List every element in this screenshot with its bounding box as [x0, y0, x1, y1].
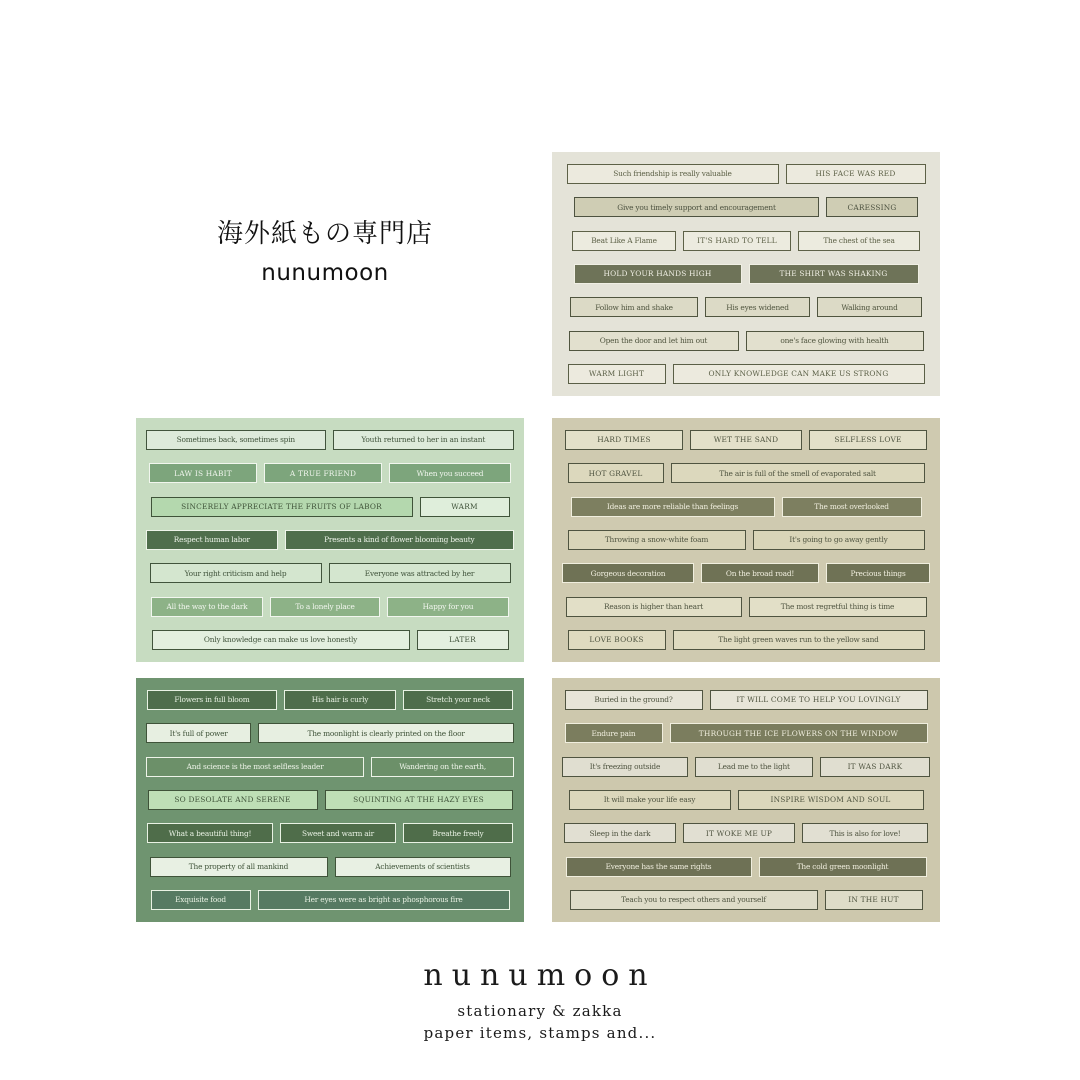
sticker-chip[interactable]: Happy for you	[387, 597, 509, 617]
sticker-row	[146, 690, 514, 710]
sticker-chip[interactable]: Her eyes were as bright as phosphorous fire	[258, 890, 510, 910]
sticker-sheet-bottom-right	[552, 678, 940, 922]
sticker-chip[interactable]: Youth returned to her in an instant	[333, 430, 514, 450]
sticker-chip[interactable]: Flowers in full bloom	[147, 690, 277, 710]
sticker-chip[interactable]: Precious things	[826, 563, 930, 583]
sticker-chip[interactable]: Sleep in the dark	[564, 823, 676, 843]
sticker-row	[146, 890, 514, 910]
sticker-row	[562, 823, 930, 843]
sticker-chip[interactable]: The cold green moonlight	[759, 857, 927, 877]
sticker-chip[interactable]: On the broad road!	[701, 563, 819, 583]
sticker-row	[562, 563, 930, 583]
sticker-chip[interactable]: Open the door and let him out	[569, 331, 739, 351]
sticker-row	[146, 823, 514, 843]
sticker-chip[interactable]: A TRUE FRIEND	[264, 463, 382, 483]
sticker-chip[interactable]: Everyone was attracted by her	[329, 563, 511, 583]
sticker-chip[interactable]: When you succeed	[389, 463, 511, 483]
sticker-row	[562, 690, 930, 710]
sticker-chip[interactable]: Only knowledge can make us love honestly	[152, 630, 410, 650]
sticker-chip[interactable]: Exquisite food	[151, 890, 251, 910]
footer-brand-title: nunumoon	[423, 958, 657, 993]
sticker-chip[interactable]: The most regretful thing is time	[749, 597, 927, 617]
sticker-row	[146, 723, 514, 743]
sticker-chip[interactable]: IT'S HARD TO TELL	[683, 231, 791, 251]
sticker-row	[146, 630, 514, 650]
sticker-chip[interactable]: Teach you to respect others and yourself	[570, 890, 818, 910]
sticker-chip[interactable]: His hair is curly	[284, 690, 396, 710]
sticker-chip[interactable]: ONLY KNOWLEDGE CAN MAKE US STRONG	[673, 364, 925, 384]
sticker-chip[interactable]: INSPIRE WISDOM AND SOUL	[738, 790, 924, 810]
sticker-chip[interactable]: Such friendship is really valuable	[567, 164, 779, 184]
sticker-chip[interactable]: IT WOKE ME UP	[683, 823, 795, 843]
sticker-row	[562, 630, 930, 650]
sticker-chip[interactable]: HOLD YOUR HANDS HIGH	[574, 264, 742, 284]
sticker-chip[interactable]: HARD TIMES	[565, 430, 683, 450]
sticker-chip[interactable]: SO DESOLATE AND SERENE	[148, 790, 318, 810]
sticker-chip[interactable]: It's freezing outside	[562, 757, 688, 777]
sticker-row	[562, 197, 930, 217]
sticker-chip[interactable]: Lead me to the light	[695, 757, 813, 777]
sticker-chip[interactable]: Wandering on the earth,	[371, 757, 514, 777]
sticker-chip[interactable]: The moonlight is clearly printed on the floor	[258, 723, 514, 743]
sticker-chip[interactable]: His eyes widened	[705, 297, 810, 317]
sticker-chip[interactable]: The property of all mankind	[150, 857, 328, 877]
sticker-chip[interactable]: IT WAS DARK	[820, 757, 930, 777]
sticker-chip[interactable]: CARESSING	[826, 197, 918, 217]
sticker-chip[interactable]: It will make your life easy	[569, 790, 731, 810]
sticker-row	[146, 790, 514, 810]
sticker-chip[interactable]: The chest of the sea	[798, 231, 920, 251]
sticker-sheet-middle-left	[136, 418, 524, 662]
sticker-chip[interactable]: Buried in the ground?	[565, 690, 703, 710]
sticker-row	[146, 530, 514, 550]
sticker-chip[interactable]: WARM	[420, 497, 510, 517]
sticker-chip[interactable]: Stretch your neck	[403, 690, 513, 710]
sticker-row	[146, 463, 514, 483]
sticker-chip[interactable]: LOVE BOOKS	[568, 630, 666, 650]
sticker-row	[562, 231, 930, 251]
sticker-chip[interactable]: THROUGH THE ICE FLOWERS ON THE WINDOW	[670, 723, 928, 743]
sticker-row	[562, 463, 930, 483]
sticker-row	[562, 264, 930, 284]
sticker-chip[interactable]: Presents a kind of flower blooming beauty	[285, 530, 514, 550]
brand-heading-japanese: 海外紙もの専門店	[216, 219, 433, 249]
sticker-row	[562, 790, 930, 810]
sticker-chip[interactable]: Throwing a snow-white foam	[568, 530, 746, 550]
sticker-chip[interactable]: Reason is higher than heart	[566, 597, 742, 617]
sticker-row	[562, 757, 930, 777]
sticker-row	[562, 331, 930, 351]
sticker-row	[562, 597, 930, 617]
sticker-chip[interactable]: one's face glowing with health	[746, 331, 924, 351]
sticker-chip[interactable]: To a lonely place	[270, 597, 380, 617]
sticker-row	[146, 857, 514, 877]
sticker-chip[interactable]: HOT GRAVEL	[568, 463, 664, 483]
sticker-chip[interactable]: It's going to go away gently	[753, 530, 925, 550]
sticker-chip[interactable]: And science is the most selfless leader	[146, 757, 364, 777]
sticker-chip[interactable]: Gorgeous decoration	[562, 563, 694, 583]
sticker-chip[interactable]: What a beautiful thing!	[147, 823, 273, 843]
sticker-row	[146, 563, 514, 583]
sticker-sheet-top-right	[552, 152, 940, 396]
brand-heading	[150, 218, 500, 286]
sticker-sheet-middle-right	[552, 418, 940, 662]
sticker-chip[interactable]: The air is full of the smell of evaporated salt	[671, 463, 925, 483]
sticker-chip[interactable]: The most overlooked	[782, 497, 922, 517]
sticker-chip[interactable]: IT WILL COME TO HELP YOU LOVINGLY	[710, 690, 928, 710]
brand-heading-latin: nunumoon	[261, 259, 389, 286]
sticker-chip[interactable]: LAW IS HABIT	[149, 463, 257, 483]
sticker-chip[interactable]: All the way to the dark	[151, 597, 263, 617]
sticker-chip[interactable]: Beat Like A Flame	[572, 231, 676, 251]
sticker-chip[interactable]: Your right criticism and help	[150, 563, 322, 583]
sticker-chip[interactable]: WET THE SAND	[690, 430, 802, 450]
sticker-row	[562, 164, 930, 184]
sticker-chip[interactable]: HIS FACE WAS RED	[786, 164, 926, 184]
sticker-row	[562, 297, 930, 317]
sticker-row	[146, 497, 514, 517]
sticker-chip[interactable]: Sweet and warm air	[280, 823, 396, 843]
sticker-chip[interactable]: THE SHIRT WAS SHAKING	[749, 264, 919, 284]
sticker-chip[interactable]: Endure pain	[565, 723, 663, 743]
sticker-chip[interactable]: This is also for love!	[802, 823, 928, 843]
sticker-chip[interactable]: IN THE HUT	[825, 890, 923, 910]
sticker-row	[562, 857, 930, 877]
sticker-chip[interactable]: LATER	[417, 630, 509, 650]
sticker-chip[interactable]: Achievements of scientists	[335, 857, 511, 877]
sticker-chip[interactable]: SELFLESS LOVE	[809, 430, 927, 450]
footer-subtitle-primary: stationary & zakka	[457, 1002, 623, 1020]
sticker-chip[interactable]: It's full of power	[146, 723, 251, 743]
sticker-row	[562, 430, 930, 450]
footer-subtitle-secondary: paper items, stamps and...	[423, 1024, 657, 1042]
sticker-chip[interactable]: Ideas are more reliable than feelings	[571, 497, 775, 517]
sticker-row	[146, 597, 514, 617]
sticker-chip[interactable]: Breathe freely	[403, 823, 513, 843]
sticker-chip[interactable]: Respect human labor	[146, 530, 278, 550]
sticker-row	[146, 430, 514, 450]
sticker-chip[interactable]: Walking around	[817, 297, 922, 317]
sticker-chip[interactable]: Follow him and shake	[570, 297, 698, 317]
sticker-sheet-bottom-left	[136, 678, 524, 922]
sticker-chip[interactable]: Sometimes back, sometimes spin	[146, 430, 326, 450]
sticker-chip[interactable]: The light green waves run to the yellow sand	[673, 630, 925, 650]
sticker-chip[interactable]: SQUINTING AT THE HAZY EYES	[325, 790, 513, 810]
sticker-row	[146, 757, 514, 777]
sticker-row	[562, 364, 930, 384]
footer	[0, 958, 1080, 1042]
sticker-chip[interactable]: Everyone has the same rights	[566, 857, 752, 877]
sticker-chip[interactable]: WARM LIGHT	[568, 364, 666, 384]
sticker-row	[562, 890, 930, 910]
sticker-row	[562, 530, 930, 550]
sticker-row	[562, 497, 930, 517]
sticker-chip[interactable]: Give you timely support and encouragement	[574, 197, 819, 217]
sticker-chip[interactable]: SINCERELY APPRECIATE THE FRUITS OF LABOR	[151, 497, 413, 517]
sticker-row	[562, 723, 930, 743]
